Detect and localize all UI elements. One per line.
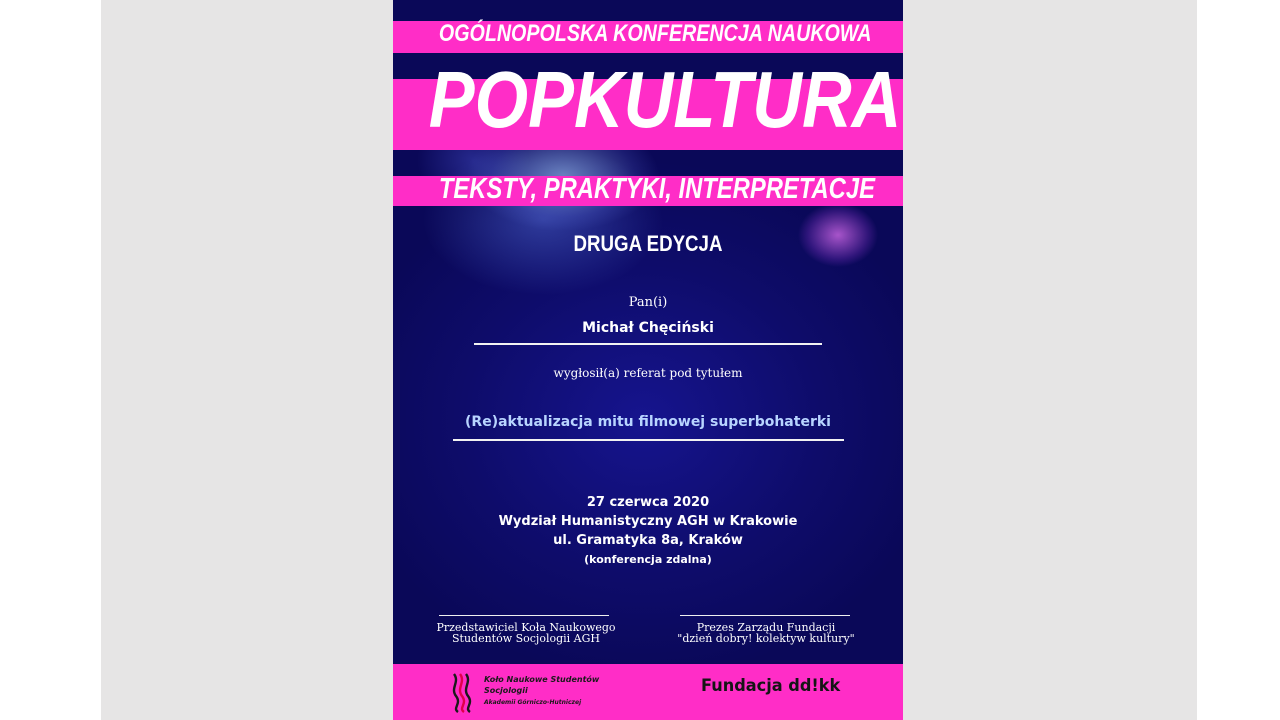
logo-left-line2: Socjologii <box>484 686 528 695</box>
salutation: Pan(i) <box>628 295 668 310</box>
event-mode: (konferencja zdalna) <box>584 553 712 566</box>
foundation-logo: Fundacja dd!kk <box>701 676 841 696</box>
signature-left-line2: Studentów Socjologii AGH <box>451 632 601 645</box>
signature-left-line1: Przedstawiciel Koła Naukowego <box>436 621 616 634</box>
student-club-logo <box>448 672 678 714</box>
edition-label: DRUGA EDYCJA <box>573 231 723 256</box>
signature-line-left <box>439 615 609 616</box>
event-date: 27 czerwca 2020 <box>586 495 710 510</box>
wave-lines-icon <box>448 672 478 714</box>
signature-right-line1: Prezes Zarządu Fundacji <box>696 621 836 634</box>
title-underline <box>453 439 844 441</box>
conference-heading: OGÓLNOPOLSKA KONFERENCJA NAUKOWA <box>438 20 872 47</box>
event-address: ul. Gramatyka 8a, Kraków <box>553 533 743 548</box>
logo-left-line3: Akademii Górniczo-Hutniczej <box>484 699 582 706</box>
certificate-poster <box>393 0 903 720</box>
logo-left-line1: Koło Naukowe Studentów <box>484 675 600 684</box>
participant-name: Michał Chęciński <box>582 320 714 336</box>
signature-line-right <box>680 615 850 616</box>
signature-label-right <box>655 622 877 644</box>
signature-label-left <box>413 622 639 644</box>
conference-subtitle: TEKSTY, PRAKTYKI, INTERPRETACJE <box>438 173 875 205</box>
signature-right-line2: "dzień dobry! kolektyw kultury" <box>677 632 855 645</box>
name-underline <box>474 343 822 345</box>
conference-title: POPKULTURA <box>428 55 902 144</box>
paper-title: (Re)aktualizacja mitu filmowej superbohaterki <box>465 414 831 430</box>
event-venue: Wydział Humanistyczny AGH w Krakowie <box>498 514 798 529</box>
delivered-text: wygłosił(a) referat pod tytułem <box>553 366 743 380</box>
